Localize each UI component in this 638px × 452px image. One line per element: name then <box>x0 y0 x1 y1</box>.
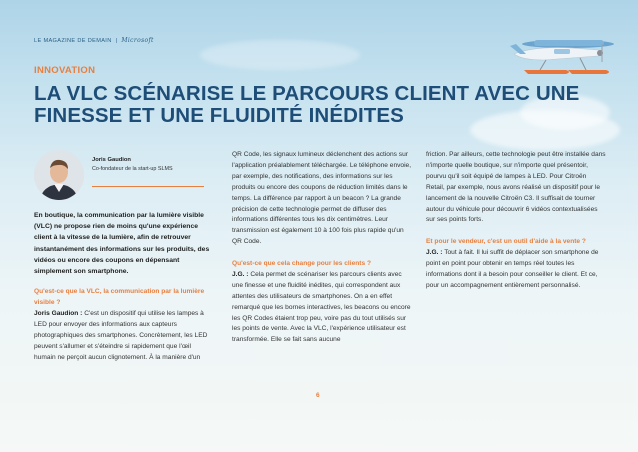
magazine-header <box>34 37 154 44</box>
answer-3-text: Tout à fait. Il lui suffit de déplacer son smartphone de point en point pour obtenir en temps réel toutes les informations dont il a besoin pour conseiller le client. Et ce, pour un accompagnement entièrement personnalisé. <box>426 249 599 289</box>
header-separator: | <box>115 37 118 44</box>
article-headline: LA VLC SCÉNARISE LE PARCOURS CLIENT AVEC UNE FINESSE ET UNE FLUIDITÉ INÉDITES <box>34 82 580 127</box>
seaplane-illustration <box>494 24 626 80</box>
cloud-decoration <box>200 40 360 70</box>
column-3 <box>426 150 606 292</box>
answer-2-speaker: J.G. : <box>232 270 249 278</box>
question-1: Qu'est-ce que la VLC, la communication par la lumière visible ? <box>34 288 205 307</box>
page-number: 6 <box>316 392 320 399</box>
answer-1-continued: QR Code, les signaux lumineux déclenchent des actions sur l'application préalablement téléchargée. Le téléphone envoie, par exemple, des notifications, des informations sur les produits ou encore des coupons de réduction limités dans le temps. La différence par rapport à un beacon ? La grande précision de cette technologie permet de diffuser des informations différentes tous les dix centimètres. Leur transmission est également 10 à 100 fois plus rapide qu'un QR Code. <box>232 151 412 246</box>
answer-3-speaker: J.G. : <box>426 249 443 257</box>
question-3: Et pour le vendeur, c'est un outil d'aide à la vente ? <box>426 238 586 246</box>
author-photo <box>34 150 84 200</box>
magazine-name: LE MAGAZINE DE DEMAIN <box>34 37 112 44</box>
question-2: Qu'est-ce que cela change pour les clients ? <box>232 260 371 268</box>
answer-2-text: Cela permet de scénariser les parcours clients avec une finesse et une fluidité inédites, qui correspondent aux attentes des utilisateurs de smartphones. On a en effet remarqué que les bornes interactives, les beacons ou encore les QR Codes étaient trop peu, voire pas du tout utilisés sur les points de vente. Avec la VLC, l'expérience utilisateur est transformée. Elle se fait sans aucune <box>232 270 411 344</box>
author-role: Co-fondateur de la start-up SLMS <box>92 166 173 172</box>
answer-1-text: C'est un dispositif qui utilise les lampes à LED pour envoyer des informations aux capteurs photographiques des smartphones. Concrètement, les LED peuvent s'allumer et s'éteindre si rapidement que l'œil humain ne perçoit aucun clignotement. À la manière d'un <box>34 310 208 361</box>
person-icon <box>34 150 84 200</box>
author-name: Joris Gaudion <box>92 157 131 163</box>
qa-block-3 <box>426 237 606 292</box>
answer-1-speaker: Joris Gaudion : <box>34 310 83 318</box>
qa-block-1 <box>34 287 214 363</box>
author-divider <box>92 186 204 187</box>
section-tag: INNOVATION <box>34 65 96 76</box>
article-intro: En boutique, la communication par la lumière visible (VLC) ne propose rien de moins qu'une expérience client à la vitesse de la lumière, afin de retrouver instantanément des informations sur les produits, des vidéos ou encore des coupons en dépensant simplement son smartphone. <box>34 212 210 276</box>
answer-2-continued: friction. Par ailleurs, cette technologie peut être installée dans n'importe quelle boutique, sur n'importe quel présentoir, pourvu qu'il soit équipé de lampes à LED. Pour Citroën Retail, par exemple, nous avons réalisé un dispositif pour le lancement de la nouvelle Citroën C3. Il suffisait de tourner autour du véhicule pour découvrir 6 vidéos contextualisées sur ses points forts. <box>426 151 606 224</box>
column-2 <box>232 150 412 346</box>
qa-block-2 <box>232 259 412 346</box>
column-1 <box>34 210 214 364</box>
brand-logo: Microsoft <box>121 37 154 44</box>
